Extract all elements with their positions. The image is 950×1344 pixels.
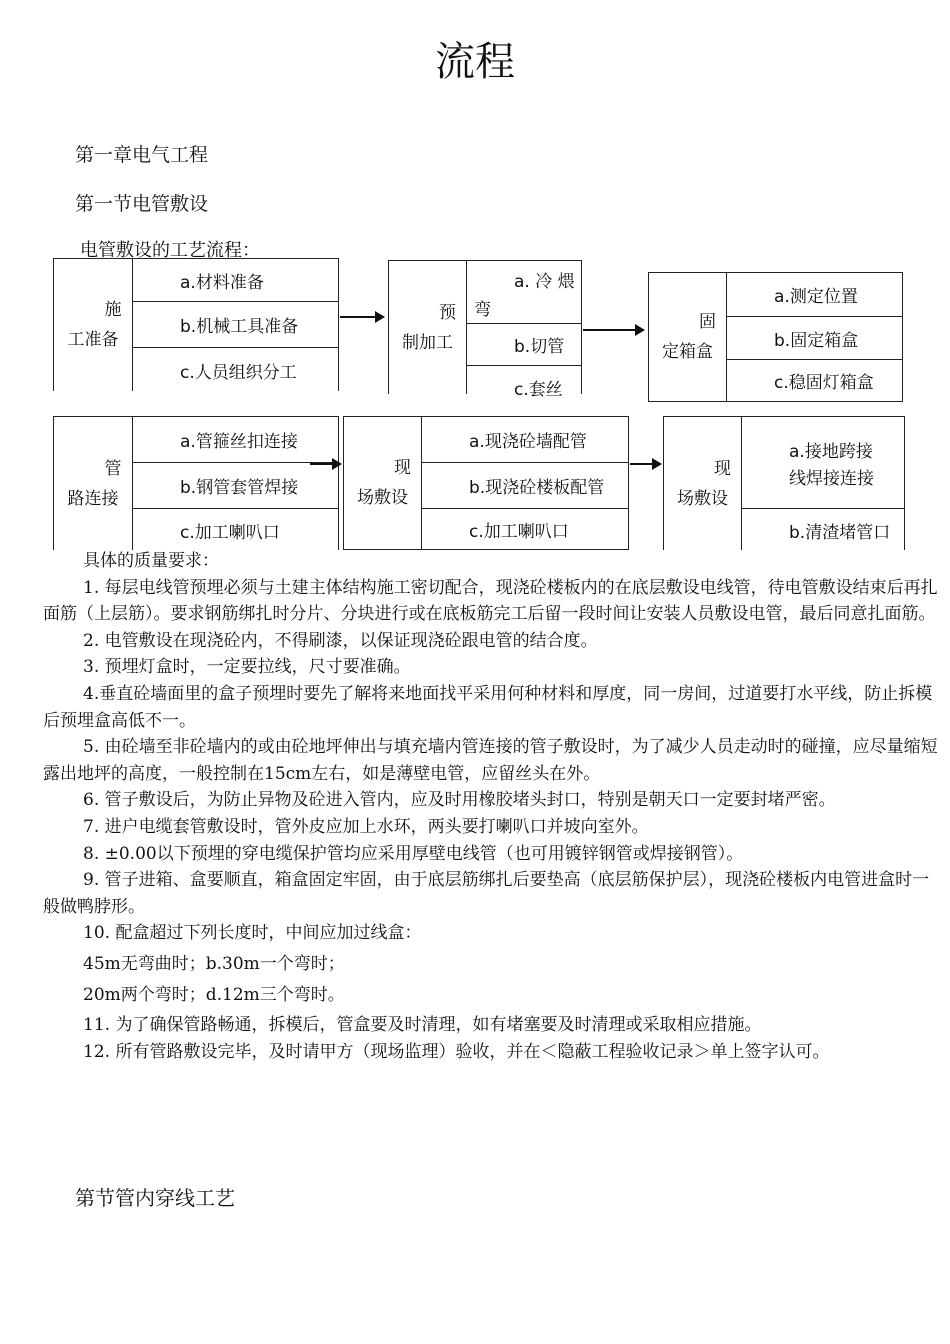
paragraph: 5. 由砼墙至非砼墙内的或由砼地坪伸出与填充墙内管连接的管子敷设时，为了减少人员走动时的碰撞，应尽量缩短露出地坪的高度，一般控制在15cm左右，如是薄壁电管，应留丝头在外。 <box>43 737 938 784</box>
flow-step: b.清渣堵管口 <box>741 508 904 551</box>
paragraph: 3. 预埋灯盒时，一定要拉线，尺寸要准确。 <box>83 657 411 678</box>
flow-group-label: 施 工准备 <box>54 259 133 391</box>
section-heading: 第一节电管敷设 <box>75 193 209 215</box>
flow-step-text: 线焊接连接 <box>789 469 874 489</box>
flow-step: b.现浇砼楼板配管 <box>421 462 628 508</box>
flow-group-fix-boxes <box>648 272 903 402</box>
flow-arrow <box>340 316 383 318</box>
quality-requirements <box>43 548 941 1065</box>
paragraph: 6. 管子敷设后，为防止异物及砼进入管内，应及时用橡胶堵头封口，特别是朝天口一定要封堵严密。 <box>83 790 836 811</box>
flow-step: c.套丝 <box>466 365 581 395</box>
paragraph: 11. 为了确保管路畅通，拆模后，管盒要及时清理，如有堵塞要及时清理或采取相应措施。 <box>83 1015 762 1036</box>
quality-title: 具体的质量要求： <box>83 551 219 571</box>
flow-intro: 电管敷设的工艺流程： <box>80 240 260 261</box>
paragraph: 7. 进户电缆套管敷设时，管外皮应加上水环，两头要打喇叭口并坡向室外。 <box>83 816 649 837</box>
page-title: 流程 <box>435 39 515 85</box>
flow-step: b.机械工具准备 <box>132 301 338 347</box>
flow-step: b.固定箱盒 <box>726 316 902 359</box>
flow-group-label: 现 场敷设 <box>664 417 742 550</box>
flow-step: c.加工喇叭口 <box>421 508 628 549</box>
flow-group-label: 管 路连接 <box>54 417 133 550</box>
flow-group-prefabrication <box>388 260 582 400</box>
flow-step-text: 弯 <box>474 300 491 320</box>
flow-arrow <box>310 463 340 465</box>
flow-group-site-laying-2 <box>663 416 905 550</box>
paragraph: 2. 电管敷设在现浇砼内，不得刷漆，以保证现浇砼跟电管的结合度。 <box>83 630 598 651</box>
flow-step: a.管箍丝扣连接 <box>180 432 298 452</box>
chapter-heading: 第一章电气工程 <box>75 144 209 166</box>
flow-step: c.人员组织分工 <box>132 347 338 392</box>
paragraph: 8. ±0.00以下预埋的穿电缆保护管均应采用厚壁电线管（也可用镀锌钢管或焊接钢管）。 <box>83 843 744 864</box>
paragraph: 20m两个弯时；d.12m三个弯时。 <box>83 984 345 1005</box>
paragraph: 4.垂直砼墙面里的盒子预埋时要先了解将来地面找平采用何种材料和厚度，同一房间，过道要打水平线，防止拆模后预埋盒高低不一。 <box>43 683 933 731</box>
paragraph: 45m无弯曲时；b.30m一个弯时； <box>83 953 345 974</box>
flow-step <box>741 417 904 508</box>
next-section-heading: 第节管内穿线工艺 <box>75 1186 235 1210</box>
flow-step: a.现浇砼墙配管 <box>469 432 587 452</box>
flow-step-text: a. 冷 煨 <box>514 272 575 292</box>
flow-group-pipe-connection <box>53 416 339 550</box>
flow-group-label: 现 场敷设 <box>344 417 422 549</box>
flow-arrow <box>630 463 660 465</box>
flow-step: a.测定位置 <box>774 287 858 307</box>
flow-step <box>466 261 581 323</box>
flow-step: c.稳固灯箱盒 <box>726 359 902 400</box>
flow-step: b.钢管套管焊接 <box>132 462 338 508</box>
flow-group-label: 预 制加工 <box>389 261 467 394</box>
flow-arrow <box>583 329 643 331</box>
flow-step: b.切管 <box>466 323 581 365</box>
paragraph: 10. 配盒超过下列长度时，中间应加过线盒： <box>83 923 422 944</box>
flow-group-label: 固 定箱盒 <box>649 273 727 401</box>
flow-step: a.材料准备 <box>180 272 264 293</box>
paragraph: 12. 所有管路敷设完毕，及时请甲方（现场监理）验收，并在＜隐蔽工程验收记录＞单上签字认可。 <box>83 1041 830 1062</box>
paragraph: 1. 每层电线管预埋必须与土建主体结构施工密切配合，现浇砼楼板内的在底层敷设电线管，待电管敷设结束后再扎面筋（上层筋）。要求钢筋绑扎时分片、分块进行或在底板筋完工后留一段时间让安装人员敷设电管，最后同意扎面筋。 <box>43 577 938 625</box>
flow-step: c.加工喇叭口 <box>132 508 338 551</box>
paragraph: 9. 管子进箱、盒要顺直，箱盒固定牢固，由于底层筋绑扎后要垫高（底层筋保护层），现浇砼楼板内电管进盒时一般做鸭脖形。 <box>43 870 930 917</box>
flow-step-text: a.接地跨接 <box>789 442 873 462</box>
flow-group-construction-prep <box>53 258 339 391</box>
flow-group-site-laying-1 <box>343 416 629 550</box>
